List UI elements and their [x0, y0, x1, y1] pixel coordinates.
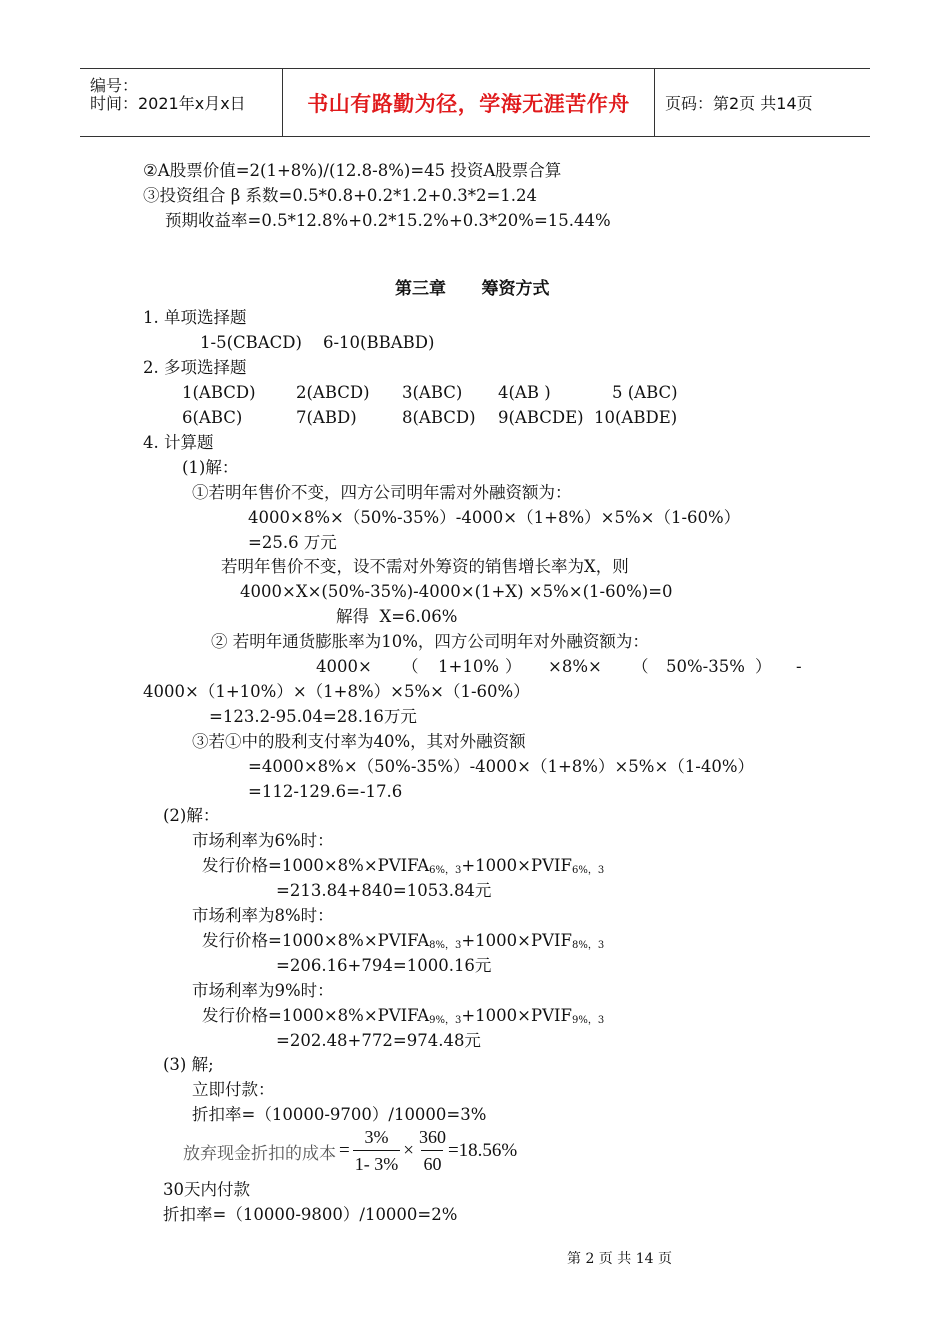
formula-text: 发行价格=1000×8%×PVIFA — [202, 931, 430, 950]
header-motto-cell — [283, 69, 655, 136]
answer-item: 1(ABCD) — [182, 383, 256, 402]
header-time-label: 时间：2021年x月x日 — [90, 94, 246, 113]
page-footer: 第 2 页 共 14 页 — [567, 1251, 672, 1267]
discount-cost-formula — [183, 1124, 517, 1178]
answer-item: 4(AB ) — [498, 383, 551, 402]
text-line: 若明年售价不变，设不需对外筹资的销售增长率为X，则 — [221, 557, 629, 576]
text-line: 4000×8%×（50%-35%）-4000×（1+8%）×5%×（1-60%） — [248, 508, 741, 527]
text-line: 1-5(CBACD) 6-10(BBABD) — [200, 333, 435, 352]
header-number-label: 编号： — [90, 76, 139, 95]
text-line: 折扣率=（10000-9800）/10000=2% — [163, 1205, 458, 1224]
fraction-numerator: 3% — [364, 1127, 389, 1147]
text-line: =202.48+772=974.48元 — [276, 1031, 481, 1050]
text-fragment: ） — [755, 657, 772, 676]
text-line: 市场利率为6%时： — [192, 831, 334, 850]
formula-text: +1000×PVIF — [461, 1006, 572, 1025]
answer-item: 5 (ABC) — [612, 383, 678, 402]
page-header — [80, 68, 870, 137]
text-fragment: 1+10% — [438, 657, 499, 676]
text-fragment: 50%-35% — [666, 657, 745, 676]
text-line: 30天内付款 — [163, 1180, 250, 1199]
subscript: 6%，3 — [429, 865, 462, 876]
text-line: ②A股票价值=2(1+8%)/(12.8-8%)=45 投资A股票合算 — [143, 161, 562, 180]
text-fragment: ） — [505, 657, 522, 676]
text-fragment: ×8%× — [548, 657, 602, 676]
text-line: 4000×X×(50%-35%)-4000×(1+X) ×5%×(1-60%)=0 — [240, 582, 673, 601]
text-line: ③投资组合 β 系数=0.5*0.8+0.2*1.2+0.3*2=1.24 — [143, 186, 538, 205]
fraction-rate — [353, 1127, 401, 1175]
fraction-days — [417, 1127, 448, 1175]
text-fragment: 4000× — [316, 657, 372, 676]
text-line: (3) 解; — [163, 1055, 214, 1074]
answer-item: 3(ABC) — [402, 383, 463, 402]
subscript: 8%，3 — [571, 940, 605, 951]
fraction-denominator: 1- 3% — [353, 1150, 401, 1175]
formula-line — [202, 1008, 604, 1026]
text-line: =213.84+840=1053.84元 — [276, 881, 492, 900]
subscript: 8%，3 — [429, 940, 462, 951]
formula-line — [202, 933, 604, 951]
subscript: 9%，3 — [571, 1015, 605, 1026]
formula-label: 放弃现金折扣的成本 — [183, 1143, 336, 1164]
text-line: ①若明年售价不变，四方公司明年需对外融资额为： — [192, 483, 572, 502]
answer-item: 10(ABDE) — [594, 408, 678, 427]
text-fragment: - — [796, 657, 802, 676]
fraction-denominator: 60 — [421, 1150, 443, 1175]
text-line: 立即付款： — [192, 1080, 275, 1099]
text-line: =206.16+794=1000.16元 — [276, 956, 492, 975]
text-line: 市场利率为9%时： — [192, 981, 334, 1000]
header-motto: 书山有路勤为径，学海无涯苦作舟 — [307, 91, 630, 116]
answer-item: 6(ABC) — [182, 408, 243, 427]
text-line: 4000×（1+10%）×（1+8%）×5%×（1-60%） — [143, 682, 530, 701]
subscript: 6%，3 — [571, 865, 605, 876]
text-line: ③若①中的股利支付率为40%，其对外融资额 — [192, 732, 526, 751]
formula-equals: = — [339, 1140, 350, 1161]
formula-text: 发行价格=1000×8%×PVIFA — [202, 856, 430, 875]
text-line: 解得 X=6.06% — [336, 607, 458, 626]
chapter-title: 第三章 筹资方式 — [395, 279, 550, 299]
answer-item: 9(ABCDE) — [498, 408, 584, 427]
header-meta-cell — [80, 69, 283, 136]
section-heading: 2. 多项选择题 — [143, 358, 247, 377]
text-line: =123.2-95.04=28.16万元 — [209, 707, 417, 726]
answer-item: 2(ABCD) — [296, 383, 370, 402]
text-line: 折扣率=（10000-9700）/10000=3% — [192, 1105, 487, 1124]
formula-text: +1000×PVIF — [461, 856, 572, 875]
formula-times: × — [403, 1140, 414, 1161]
formula-result: =18.56% — [447, 1140, 518, 1161]
header-page-label: 页码：第2页 共14页 — [665, 94, 813, 113]
section-heading: 4. 计算题 — [143, 433, 214, 452]
text-line: =4000×8%×（50%-35%）-4000×（1+8%）×5%×（1-40%） — [248, 757, 755, 776]
text-fragment: （ — [632, 657, 649, 676]
text-line: (2)解： — [163, 806, 220, 825]
fraction-numerator: 360 — [418, 1127, 446, 1147]
text-line: 市场利率为8%时： — [192, 906, 334, 925]
section-heading: 1. 单项选择题 — [143, 308, 247, 327]
text-line: ② 若明年通货膨胀率为10%，四方公司明年对外融资额为： — [211, 632, 649, 651]
header-page-cell — [655, 69, 870, 136]
formula-text: 发行价格=1000×8%×PVIFA — [202, 1006, 430, 1025]
text-line: 预期收益率=0.5*12.8%+0.2*15.2%+0.3*20%=15.44% — [165, 211, 611, 230]
formula-text: +1000×PVIF — [461, 931, 572, 950]
answer-item: 7(ABD) — [296, 408, 357, 427]
answer-item: 8(ABCD) — [402, 408, 476, 427]
text-line: =25.6 万元 — [248, 533, 337, 552]
formula-line — [202, 858, 604, 876]
text-fragment: （ — [402, 657, 419, 676]
text-line: (1)解： — [182, 458, 239, 477]
subscript: 9%，3 — [429, 1015, 462, 1026]
text-line: =112-129.6=-17.6 — [248, 782, 403, 801]
